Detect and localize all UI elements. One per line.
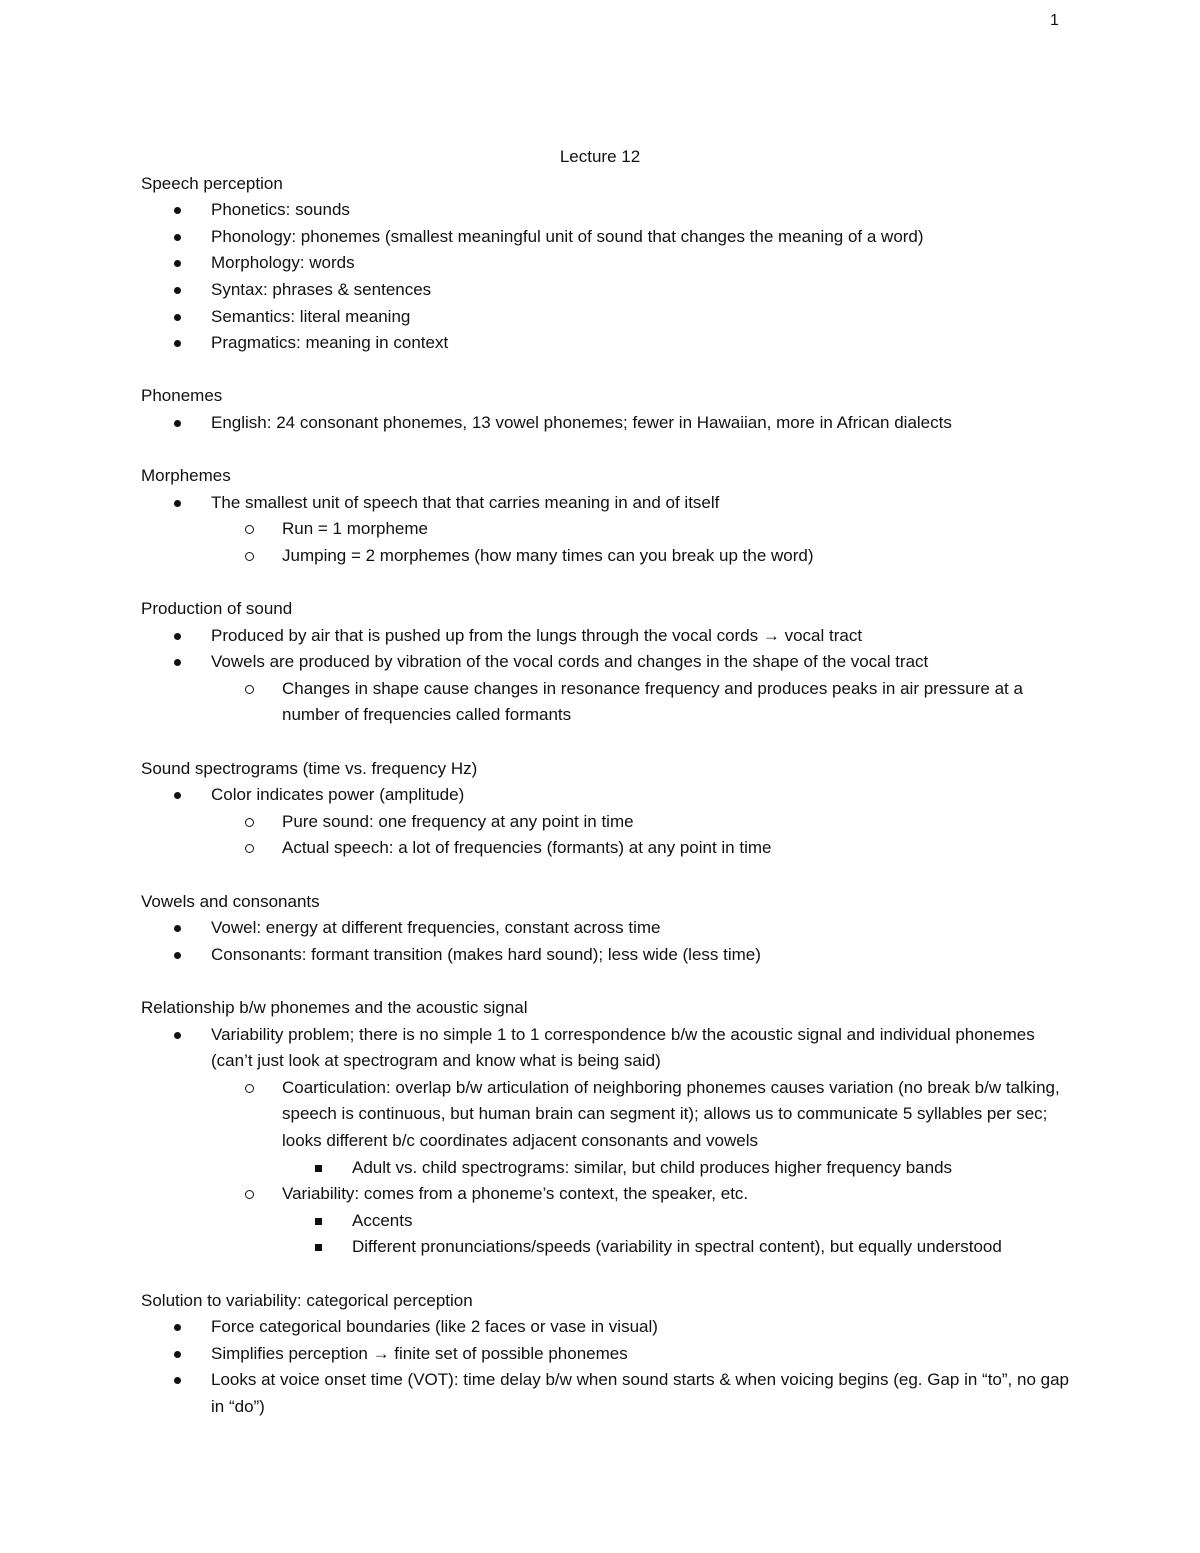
document-body [141,144,1071,1421]
bullet-dot-icon [174,260,181,267]
bullet-dot-icon [174,1324,181,1331]
list-item [141,516,1071,543]
list-item [141,1181,1071,1208]
bullet-dot-icon [174,287,181,294]
list-item-text: Coarticulation: overlap b/w articulation of neighboring phonemes causes variation (no break b/w talking, speech is continuous, but human brain can segment it); allows us to communicate 5 syllables per sec; looks different b/c coordinates adjacent consonants and vowels [282,1077,1060,1150]
bullet-dot-icon [174,1351,181,1358]
list-item [141,623,1071,650]
sections-container [141,171,1071,1421]
list-item-text: Phonology: phonemes (smallest meaningful unit of sound that changes the meaning of a word) [211,226,924,246]
section-heading: Vowels and consonants [141,891,320,911]
list-item [141,782,1071,809]
list-item-text: Produced by air that is pushed up from the lungs through the vocal cords → vocal tract [211,625,863,645]
section-spacer [141,357,1071,384]
bullet-circle-icon [245,552,254,561]
bullet-list [141,197,1071,357]
section-spacer [141,968,1071,995]
bullet-circle-icon [245,685,254,694]
list-item-text: Adult vs. child spectrograms: similar, but child produces higher frequency bands [352,1157,953,1177]
bullet-list [141,410,1071,437]
list-item-text: Force categorical boundaries (like 2 faces or vase in visual) [211,1317,658,1337]
list-item [141,835,1071,862]
bullet-list [141,915,1071,968]
list-item-text: Simplifies perception → finite set of possible phonemes [211,1343,628,1363]
list-item [141,490,1071,517]
bullet-dot-icon [174,952,181,959]
list-item [141,277,1071,304]
list-item-text: English: 24 consonant phonemes, 13 vowel phonemes; fewer in Hawaiian, more in African dialects [211,412,952,432]
bullet-dot-icon [174,925,181,932]
bullet-circle-icon [245,525,254,534]
list-item-text: Actual speech: a lot of frequencies (formants) at any point in time [282,838,772,858]
section-heading: Phonemes [141,386,223,406]
section-heading: Relationship b/w phonemes and the acoustic signal [141,998,528,1017]
bullet-dot-icon [174,500,181,507]
bullet-dot-icon [174,234,181,241]
bullet-list [141,782,1071,862]
list-item [141,304,1071,331]
list-item [141,1234,1071,1261]
list-item [141,1314,1071,1341]
list-item-text: Looks at voice onset time (VOT): time delay b/w when sound starts & when voicing begins (eg. Gap in “to”, no gap in “do”) [211,1370,1069,1416]
section-heading: Production of sound [141,599,293,619]
list-item [141,915,1071,942]
section-heading: Sound spectrograms (time vs. frequency Hz) [141,758,478,778]
list-item [141,1075,1071,1155]
bullet-circle-icon [245,1190,254,1199]
list-item [141,330,1071,357]
bullet-square-icon [315,1244,322,1251]
bullet-circle-icon [245,818,254,827]
section-spacer [141,570,1071,597]
list-item-text: Jumping = 2 morphemes (how many times can you break up the word) [282,545,814,565]
bullet-dot-icon [174,420,181,427]
list-item [141,676,1071,729]
bullet-list [141,1314,1071,1420]
list-item-text: Vowels are produced by vibration of the vocal cords and changes in the shape of the vocal tract [211,652,929,672]
list-item [141,1208,1071,1235]
list-item [141,1022,1071,1075]
list-item-text: Color indicates power (amplitude) [211,785,465,805]
list-item-text: Changes in shape cause changes in resonance frequency and produces peaks in air pressure at a number of frequencies called formants [282,678,1023,725]
list-item [141,809,1071,836]
bullet-dot-icon [174,792,181,799]
section-spacer [141,437,1071,464]
list-item-text: Syntax: phrases & sentences [211,279,432,299]
list-item-text: Pure sound: one frequency at any point in time [282,811,634,831]
bullet-dot-icon [174,633,181,640]
list-item [141,1367,1071,1420]
bullet-dot-icon [174,314,181,321]
bullet-circle-icon [245,844,254,853]
list-item-text: Phonetics: sounds [211,200,350,220]
section-spacer [141,1261,1071,1288]
section-heading: Speech perception [141,173,283,193]
list-item-text: Consonants: formant transition (makes hard sound); less wide (less time) [211,944,761,964]
list-item-text: Variability: comes from a phoneme’s context, the speaker, etc. [282,1184,749,1204]
list-item [141,543,1071,570]
list-item-text: Morphology: words [211,253,355,273]
bullet-circle-icon [245,1084,254,1093]
bullet-dot-icon [174,659,181,666]
list-item [141,1341,1071,1368]
page-number: 1 [1050,12,1059,29]
section-spacer [141,862,1071,889]
bullet-square-icon [315,1165,322,1172]
list-item [141,942,1071,969]
bullet-list [141,1022,1071,1261]
list-item-text: The smallest unit of speech that that carries meaning in and of itself [211,492,720,512]
list-item [141,1155,1071,1182]
document-title: Lecture 12 [559,147,641,166]
bullet-square-icon [315,1218,322,1225]
bullet-list [141,490,1071,570]
list-item [141,410,1071,437]
bullet-dot-icon [174,1377,181,1384]
list-item-text: Accents [352,1210,413,1230]
list-item-text: Vowel: energy at different frequencies, constant across time [211,918,661,938]
list-item-text: Run = 1 morpheme [282,519,428,539]
list-item [141,649,1071,676]
section-spacer [141,729,1071,756]
list-item-text: Semantics: literal meaning [211,306,411,326]
bullet-dot-icon [174,1032,181,1039]
bullet-list [141,623,1071,729]
list-item [141,224,1071,251]
list-item-text: Different pronunciations/speeds (variability in spectral content), but equally understood [352,1237,1002,1257]
bullet-dot-icon [174,340,181,347]
bullet-dot-icon [174,207,181,214]
list-item [141,197,1071,224]
list-item [141,250,1071,277]
list-item-text: Pragmatics: meaning in context [211,333,449,353]
section-heading: Morphemes [141,466,231,486]
list-item-text: Variability problem; there is no simple 1 to 1 correspondence b/w the acoustic signal and individual phonemes (can’t just look at spectrogram and know what is being said) [211,1024,1035,1071]
section-heading: Solution to variability: categorical perception [141,1290,473,1310]
